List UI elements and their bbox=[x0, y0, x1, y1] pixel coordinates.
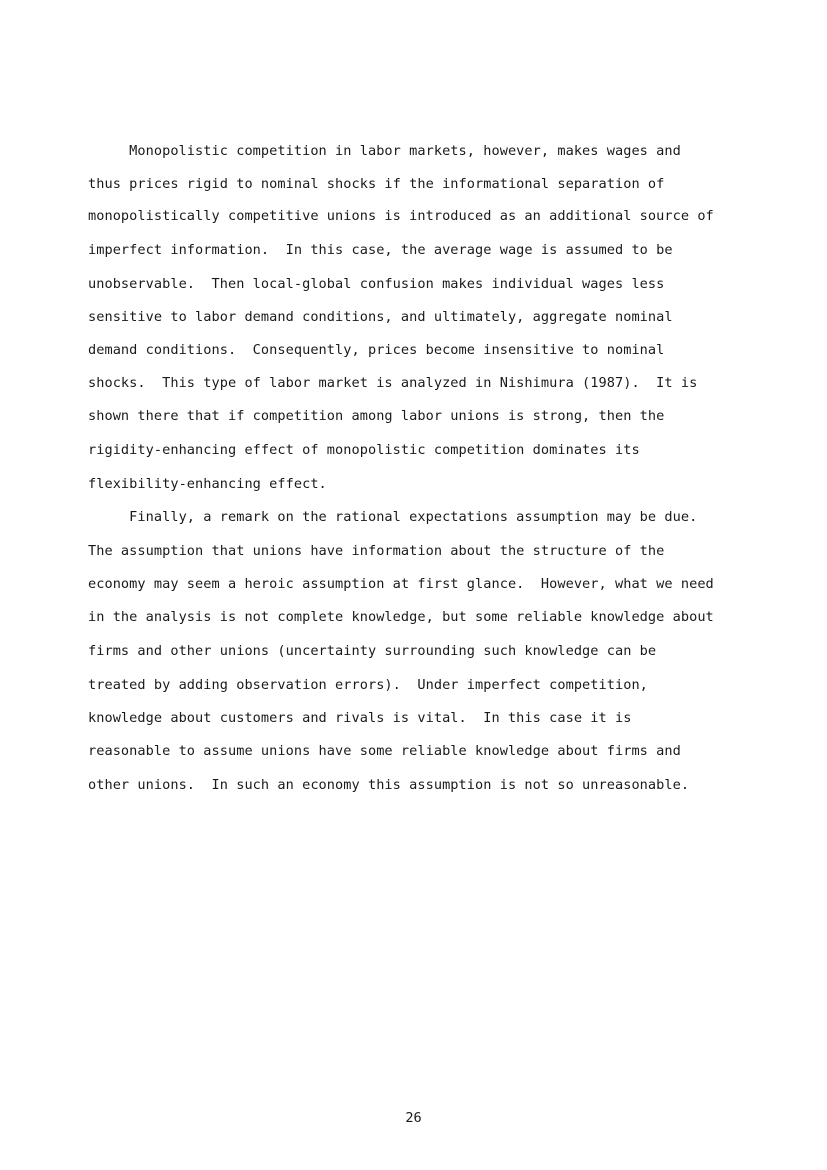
paragraph-1-line-3: monopolistically competitive unions is introduced as an additional source of bbox=[88, 208, 714, 224]
paragraph-1-line-1: Monopolistic competition in labor markets, however, makes wages and bbox=[88, 143, 681, 159]
paragraph-2-line-4: in the analysis is not complete knowledge, but some reliable knowledge about bbox=[88, 609, 714, 625]
paragraph-2-line-7: knowledge about customers and rivals is vital. In this case it is bbox=[88, 710, 632, 726]
paragraph-1-line-2: thus prices rigid to nominal shocks if the informational separation of bbox=[88, 176, 665, 192]
paragraph-2-line-8: reasonable to assume unions have some reliable knowledge about firms and bbox=[88, 743, 681, 759]
paragraph-2-line-6: treated by adding observation errors). Under imperfect competition, bbox=[88, 677, 648, 693]
paragraph-2-line-2: The assumption that unions have information about the structure of the bbox=[88, 543, 665, 559]
paragraph-1-line-6: sensitive to labor demand conditions, and ultimately, aggregate nominal bbox=[88, 309, 673, 325]
paragraph-2-line-9: other unions. In such an economy this assumption is not so unreasonable. bbox=[88, 777, 690, 793]
paragraph-2-line-1: Finally, a remark on the rational expectations assumption may be due. bbox=[88, 509, 698, 525]
paragraph-1-line-9: shown there that if competition among labor unions is strong, then the bbox=[88, 408, 665, 424]
paragraph-2-line-5: firms and other unions (uncertainty surrounding such knowledge can be bbox=[88, 643, 657, 659]
paragraph-1-line-4: imperfect information. In this case, the average wage is assumed to be bbox=[88, 242, 673, 258]
paragraph-1-line-10: rigidity-enhancing effect of monopolistic competition dominates its bbox=[88, 442, 640, 458]
paragraph-1-line-11: flexibility-enhancing effect. bbox=[88, 476, 327, 492]
paragraph-1-line-7: demand conditions. Consequently, prices become insensitive to nominal bbox=[88, 342, 665, 358]
paragraph-1-line-5: unobservable. Then local-global confusion makes individual wages less bbox=[88, 276, 665, 292]
paragraph-1-line-8: shocks. This type of labor market is analyzed in Nishimura (1987). It is bbox=[88, 375, 698, 391]
paragraph-2-line-3: economy may seem a heroic assumption at first glance. However, what we need bbox=[88, 576, 714, 592]
page-number: 26 bbox=[405, 1110, 422, 1126]
